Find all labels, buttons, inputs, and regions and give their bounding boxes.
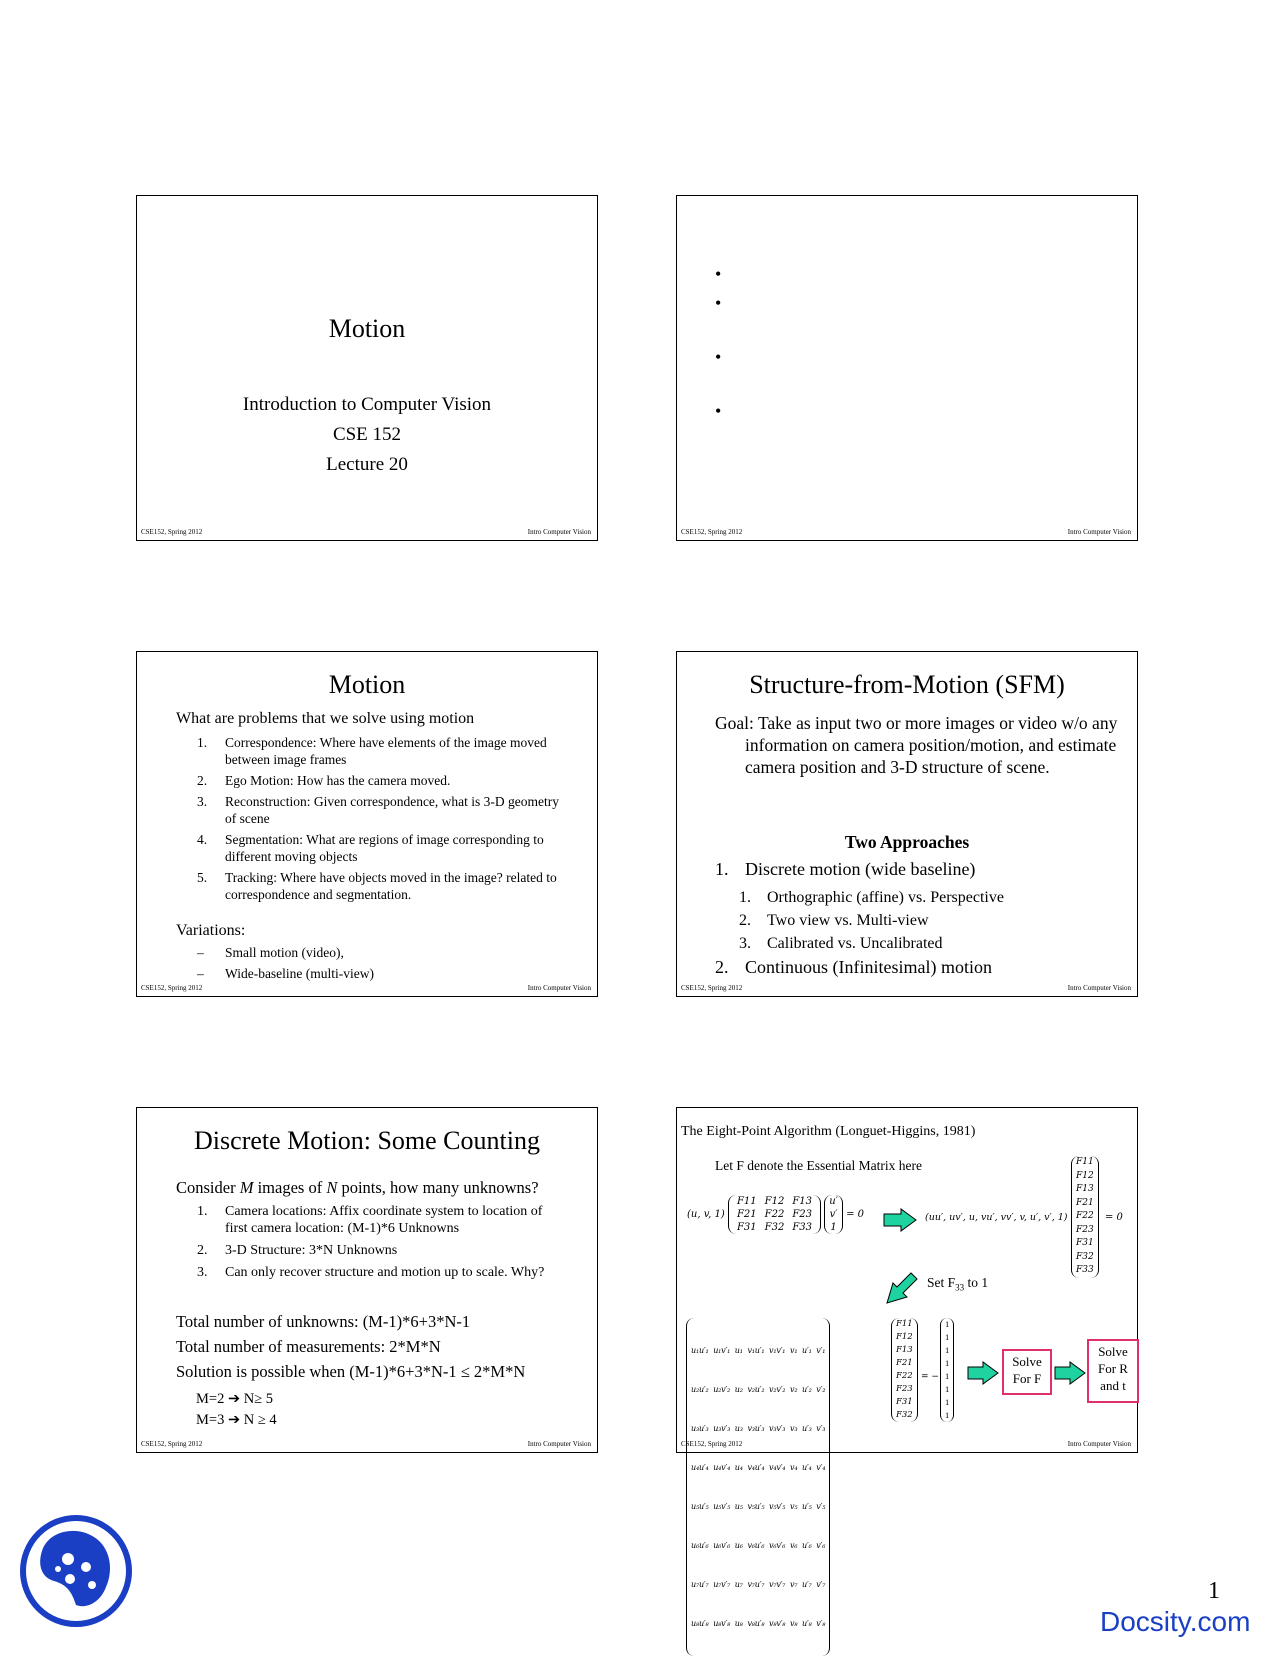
ones-entry: 1 [945,1332,950,1342]
intro-part: Consider [176,1178,240,1197]
ones-entry: 1 [945,1397,950,1407]
list-number: 3. [739,935,751,952]
page-number: 1 [1208,1578,1220,1604]
ones-entry: 1 [945,1384,950,1394]
footer-left: CSE152, Spring 2012 [141,1440,203,1448]
f-entry: F22 [896,1371,913,1381]
numbered-list [197,734,567,907]
intro-text [176,1178,539,1198]
list-text: Ego Motion: How has the camera moved. [225,773,451,788]
slide-2 [676,195,1138,541]
total-line: Total number of unknowns: (M-1)*6+3*N-1 [176,1312,471,1331]
f-entry: F31 [1076,1238,1094,1248]
vector-entry: 1 [830,1222,837,1233]
list-item [197,869,567,903]
f-entry: F22 [1076,1211,1094,1221]
list-item [197,1203,567,1237]
point-row-vector: (u, v, 1) [687,1209,725,1220]
list-number: 3. [197,1265,208,1280]
slide-6 [676,1107,1138,1628]
intro-var-n: N [326,1178,338,1197]
goal-text: Goal: Take as input two or more images or video w/o any information on camera position/motion, and estimate camera position and 3-D structure of scene. [715,713,1118,777]
down-left-arrow-icon [883,1273,919,1305]
f-entry: F21 [1076,1197,1094,1208]
approach-item [715,859,975,880]
cases [196,1389,277,1431]
solve-f-box [1002,1349,1052,1395]
f-entry: F13 [896,1345,913,1355]
list-number: 1. [739,889,751,906]
matrix-row: u₃u′₃ u₃v′₃ u₃ v₃u′₃ v₃v′₃ v₃ u′₃ v′₃ [691,1424,826,1433]
list-number: 2. [197,1243,208,1258]
box-line: Solve [1012,1354,1042,1369]
measurement-matrix [686,1318,830,1656]
f-entry: F11 [896,1319,913,1329]
f8-column-vector [891,1318,918,1422]
slide-4 [676,651,1138,997]
footer-right: Intro Computer Vision [527,528,591,536]
slide-5 [136,1107,598,1453]
f-entry: F21 [736,1209,757,1220]
right-arrow-icon [967,1361,999,1385]
linearized-row-vector: (uu′, uv′, u, vu′, vv′, v, u′, v′, 1) [925,1212,1068,1223]
ones-vector [940,1318,954,1422]
list-text: Camera locations: Affix coordinate system to location of first camera location: (M-1)*6 Unknowns [225,1204,543,1236]
total-line: Total number of measurements: 2*M*N [176,1337,441,1356]
footer-right: Intro Computer Vision [1067,1440,1131,1448]
slide-title: Discrete Motion: Some Counting [194,1126,540,1155]
footer-left: CSE152, Spring 2012 [141,984,203,992]
ones-entry: 1 [945,1319,950,1329]
matrix-row: u₄u′₄ u₄v′₄ u₄ v₄u′₄ v₄v′₄ v₄ u′₄ v′₄ [691,1463,826,1472]
list-number: 1. [715,859,729,879]
list-text: Segmentation: What are regions of image corresponding to different moving objects [225,832,544,864]
f-entry: F32 [896,1410,913,1420]
f-entry: F22 [764,1209,785,1220]
footer-right: Intro Computer Vision [527,1440,591,1448]
list-dash: – [197,966,204,981]
list-item [739,886,1004,909]
list-number: 1. [197,1204,208,1219]
intro-part: images of [253,1178,327,1197]
ones-entry: 1 [945,1358,950,1368]
f-entry: F33 [1076,1265,1094,1275]
right-arrow-icon [883,1208,917,1232]
docsity-logo-icon[interactable] [20,1515,132,1627]
footer-right: Intro Computer Vision [1067,528,1131,536]
list-text: Reconstruction: Given correspondence, what is 3-D geometry of scene [225,794,560,826]
solve-r-t-box [1087,1339,1139,1403]
f-matrix-table [733,1195,816,1234]
numbered-list [197,1203,567,1281]
intro-text: What are problems that we solve using motion [176,710,475,727]
matrix-row: u₂u′₂ u₂v′₂ u₂ v₂u′₂ v₂v′₂ v₂ u′₂ v′₂ [691,1385,826,1394]
list-number: 5. [197,870,208,885]
f-entry: F23 [792,1209,812,1220]
equals-zero: = 0 [846,1209,865,1220]
f-entry: F11 [736,1196,757,1207]
ones-entry: 1 [945,1371,950,1381]
f-entry: F11 [1076,1157,1094,1167]
matrix-row: u₆u′₆ u₆v′₆ u₆ v₆u′₆ v₆v′₆ v₆ u′₆ v′₆ [691,1541,826,1550]
list-item [739,909,1004,932]
footer-right: Intro Computer Vision [1067,984,1131,992]
list-text: Discrete motion (wide baseline) [745,859,976,879]
slide-subtitle-line: CSE 152 [332,424,402,445]
f-column-vector [1071,1156,1099,1278]
list-item [197,944,567,961]
matrix-row: u₇u′₇ u₇v′₇ u₇ v₇u′₇ v₇v′₇ v₇ u′₇ v′₇ [691,1580,826,1589]
list-text: Tracking: Where have objects moved in the image? related to correspondence and segmentation. [225,870,557,902]
slide-title: Motion [328,670,406,699]
f-entry: F31 [896,1397,913,1407]
footer-left: CSE152, Spring 2012 [681,1440,743,1448]
subheading: Two Approaches [844,832,970,852]
bullet: • [715,264,722,284]
sub-list [739,886,1004,955]
totals [176,1309,525,1384]
f-entry: F32 [1076,1251,1094,1262]
set-label-part: to 1 [964,1275,989,1290]
f-entry: F21 [896,1358,913,1368]
list-item [197,734,567,768]
bullet: • [715,293,722,313]
docsity-link[interactable]: Docsity.com [1100,1606,1251,1637]
essential-matrix-text: Let F denote the Essential Matrix here [715,1158,922,1173]
box-line: For F [1012,1371,1042,1386]
list-text: Wide-baseline (multi-view) [225,966,375,981]
intro-part: points, how many unknowns? [337,1178,539,1197]
box-line: For R [1098,1361,1128,1376]
variations-label: Variations: [176,922,246,939]
slide-1 [136,195,598,541]
list-text: Orthographic (affine) vs. Perspective [767,889,1004,906]
list-item [197,772,567,789]
f-entry: F12 [896,1332,913,1342]
footer-right: Intro Computer Vision [527,984,591,992]
list-item [739,932,1004,955]
ones-entry: 1 [945,1345,950,1355]
footer-left: CSE152, Spring 2012 [681,528,743,536]
bullet: • [715,401,722,421]
box-line: and t [1100,1378,1126,1393]
f-entry: F13 [1076,1184,1094,1194]
equals-negative: = − [921,1372,939,1382]
slide-subtitle-line: Introduction to Computer Vision [242,394,492,415]
variations-list [197,944,567,982]
vector-entry: v′ [829,1209,838,1220]
f-matrix [728,1195,821,1234]
uprime-vector [824,1195,843,1234]
f-entry: F32 [764,1222,785,1233]
total-line: Solution is possible when (M-1)*6+3*N-1 ≤ 2*M*N [176,1362,526,1381]
slide-title: Motion [328,314,406,343]
list-text: Small motion (video), [225,945,344,960]
approach-item [715,957,992,978]
f-entry: F13 [792,1196,812,1207]
list-number: 2. [739,912,751,929]
box-line: Solve [1098,1344,1128,1359]
footer-left: CSE152, Spring 2012 [681,984,743,992]
f-entry: F12 [1076,1170,1094,1181]
list-number: 2. [197,773,208,788]
case-line: M=2 ➔ N≥ 5 [196,1391,274,1407]
slide-title: Structure-from-Motion (SFM) [749,670,1065,699]
slide-3 [136,651,598,997]
slide-subtitle-line: Lecture 20 [326,454,408,475]
list-text: Continuous (Infinitesimal) motion [745,957,992,977]
slide-title: The Eight-Point Algorithm (Longuet-Higgins, 1981) [681,1124,976,1139]
right-arrow-icon [1054,1361,1086,1385]
matrix-row: u₅u′₅ u₅v′₅ u₅ v₅u′₅ v₅v′₅ v₅ u′₅ v′₅ [691,1502,826,1511]
f-entry: F23 [896,1384,913,1394]
footer-left: CSE152, Spring 2012 [141,528,203,536]
list-text: Correspondence: Where have elements of the image moved between image frames [225,735,547,767]
list-item [197,831,567,865]
f-entry: F31 [736,1222,757,1233]
f-entry: F12 [764,1196,785,1207]
matrix-row: u₈u′₈ u₈v′₈ u₈ v₈u′₈ v₈v′₈ v₈ u′₈ v′₈ [691,1619,826,1628]
list-text: Calibrated vs. Uncalibrated [767,935,943,952]
bullet: • [715,347,722,367]
list-item [197,965,567,982]
f-entry: F33 [792,1222,812,1233]
matrix-row: u₁u′₁ u₁v′₁ u₁ v₁u′₁ v₁v′₁ v₁ u′₁ v′₁ [691,1346,826,1355]
intro-var-m: M [239,1178,254,1197]
list-text: Can only recover structure and motion up to scale. Why? [225,1265,545,1280]
list-item [197,793,567,827]
set-f33-label [927,1275,988,1293]
list-dash: – [197,945,204,960]
list-number: 1. [197,735,208,750]
equals-zero: = 0 [1105,1212,1123,1223]
list-text: 3-D Structure: 3*N Unknowns [225,1243,398,1258]
vector-entry: u′ [829,1196,838,1207]
set-label-part: Set F [927,1275,956,1290]
list-number: 4. [197,832,208,847]
epipolar-equation [687,1195,864,1234]
list-item [197,1242,567,1259]
ones-entry: 1 [945,1410,950,1420]
list-number: 2. [715,957,729,977]
list-number: 3. [197,794,208,809]
list-text: Two view vs. Multi-view [767,912,929,929]
set-label-sub: 33 [955,1282,965,1293]
case-line: M=3 ➔ N ≥ 4 [196,1412,277,1428]
f-entry: F23 [1076,1224,1094,1235]
list-item [197,1264,567,1281]
